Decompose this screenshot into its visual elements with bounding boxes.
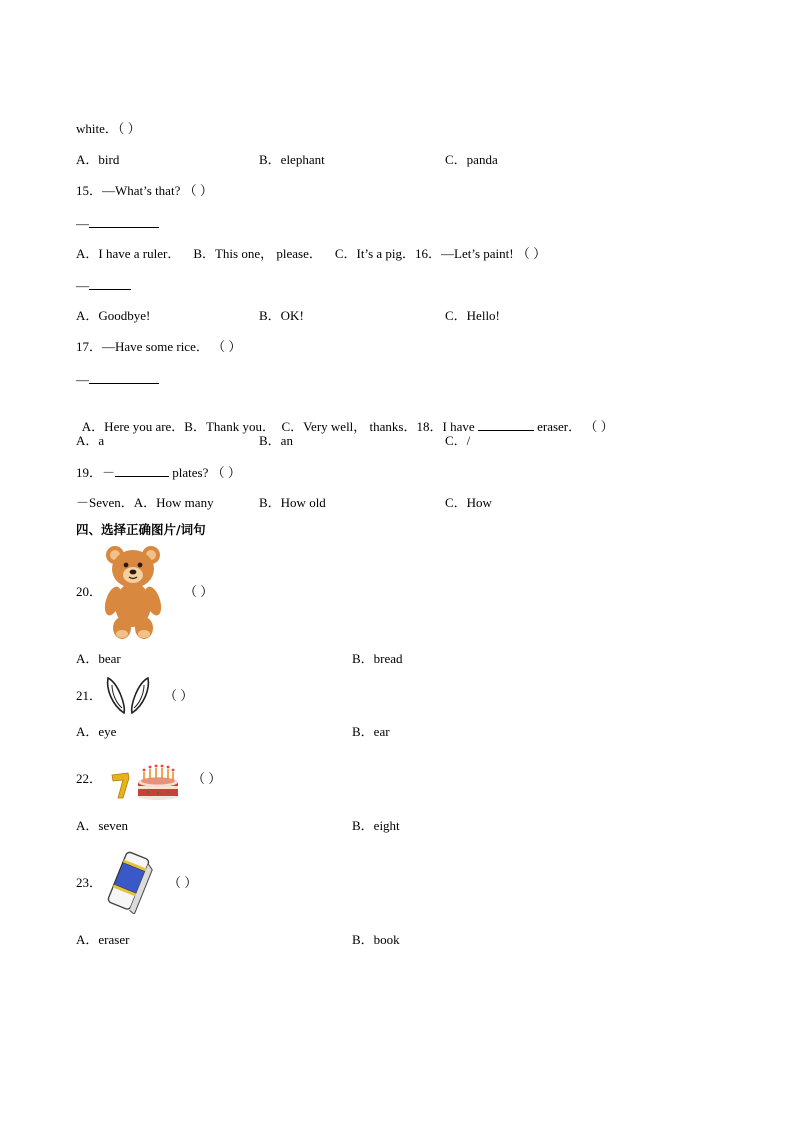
q21-option-b: B．ear [352, 724, 390, 739]
q15-blank[interactable] [89, 215, 159, 228]
q19-stem-suffix: plates? （ ） [172, 465, 241, 480]
q21-number: 21． [76, 688, 103, 703]
q19-blank[interactable] [115, 464, 169, 477]
q17-stem: 17．—Have some rice． （ ） [76, 339, 242, 354]
q17-options-line [76, 402, 614, 435]
q23-option-a: A．eraser [76, 932, 130, 947]
q22-number: 22． [76, 771, 103, 786]
q18-option-b: B．an [259, 433, 293, 448]
number-seven-and-birthday-cake-icon [110, 760, 182, 802]
q20-option-a: A．bear [76, 651, 121, 666]
q16-option-c: C．Hello! [445, 308, 500, 323]
q15-options: A．I have a ruler． B．This one， please． C．It’s a pig．16．—Let’s paint! （ ） [76, 246, 547, 261]
q22-option-b: B．eight [352, 818, 400, 833]
q23-number: 23． [76, 875, 103, 890]
q16-option-a: A．Goodbye! [76, 308, 151, 323]
q19-option-b: B．How old [259, 495, 326, 510]
q19-stem-prefix: 19．－ [76, 465, 116, 480]
q22-option-a: A．seven [76, 818, 128, 833]
q21-answer-paren[interactable]: （ ） [164, 688, 194, 703]
q15-stem: 15．—What’s that? （ ） [76, 183, 213, 198]
q22-answer-paren[interactable]: （ ） [192, 771, 222, 786]
q14-option-a: A．bird [76, 152, 120, 167]
q16-option-b: B．OK! [259, 308, 304, 323]
q17-answer-line [76, 371, 159, 388]
q19-answer-option-a: －Seven．A．How many [76, 495, 214, 510]
q17-dash: — [76, 372, 89, 387]
q14-option-c: C．panda [445, 152, 498, 167]
q23-answer-paren[interactable]: （ ） [168, 875, 198, 890]
q20-number: 20． [76, 584, 103, 599]
q18-blank[interactable] [478, 418, 534, 431]
q18-option-c: C．/ [445, 433, 471, 448]
q15-dash: — [76, 216, 89, 231]
q15-answer-line [76, 215, 159, 232]
q18-stem-suffix: eraser． （ ） [537, 419, 614, 434]
q20-answer-paren[interactable]: （ ） [184, 584, 214, 599]
q16-blank[interactable] [89, 277, 131, 290]
q16-dash: — [76, 278, 89, 293]
q19-option-c: C．How [445, 495, 492, 510]
q19-stem [76, 464, 241, 481]
q20-option-b: B．bread [352, 651, 403, 666]
eraser-icon [102, 850, 156, 914]
q21-option-a: A．eye [76, 724, 117, 739]
q16-answer-line [76, 277, 131, 294]
q14-stem: white．（ ） [76, 121, 141, 136]
section-4-title: 四、选择正确图片/词句 [76, 522, 206, 537]
q18-option-a: A．a [76, 433, 105, 448]
q17-blank[interactable] [89, 371, 159, 384]
rabbit-ears-icon [104, 675, 152, 715]
teddy-bear-icon [100, 543, 166, 641]
q17-options: A．Here you are．B．Thank you． C．Very well， thanks．18．I have [81, 419, 475, 434]
q23-option-b: B．book [352, 932, 400, 947]
q14-option-b: B．elephant [259, 152, 325, 167]
